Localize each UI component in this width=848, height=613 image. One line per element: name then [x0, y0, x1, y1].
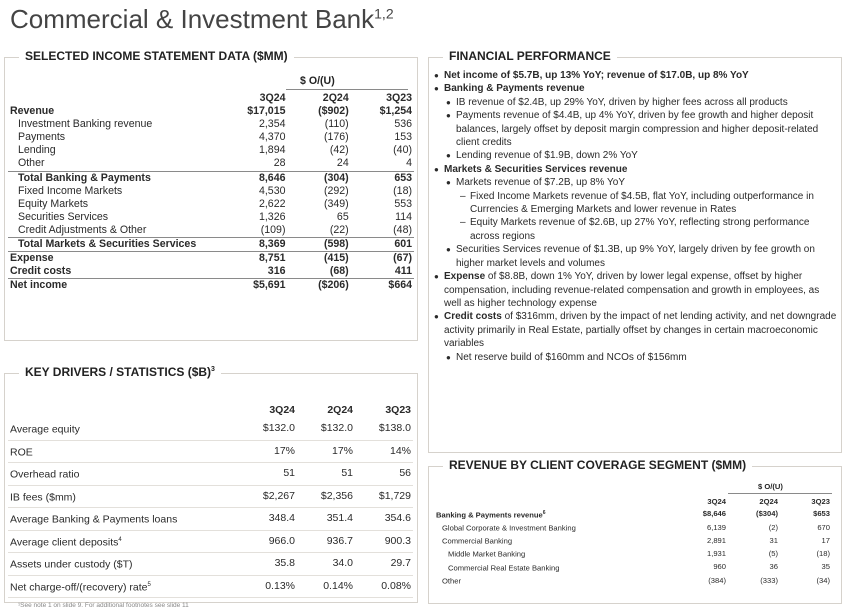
performance-item: ● Securities Services revenue of $1.3B, up 9% YoY, largely driven by fee growth on higher market levels and volumes [446, 244, 815, 269]
cell-value: 348.4 [239, 508, 297, 531]
row-label: Average Banking & Payments loans [8, 508, 239, 531]
cell-value: 4,370 [258, 131, 286, 144]
cell-value: 17% [239, 440, 297, 463]
cell-value: 653 [351, 171, 414, 185]
cell-value: (18) [393, 184, 412, 197]
cell-value: $664 [351, 279, 414, 293]
income-row [8, 185, 414, 198]
cell-value: 316 [267, 265, 286, 278]
income-row [8, 265, 414, 279]
performance-item: ● Net income of $5.7B, up 13% YoY; revenue of $17.0B, up 8% YoY [434, 70, 749, 81]
col-header: 2Q24 [322, 92, 349, 104]
performance-item: ● IB revenue of $2.4B, up 29% YoY, driven by higher fees across all products [446, 96, 788, 108]
col-header: 3Q24 [269, 404, 295, 416]
driver-row [8, 530, 413, 553]
cell-value: $5,691 [224, 279, 287, 293]
bullet-icon: ● [434, 164, 439, 174]
income-row [8, 252, 414, 266]
cell-value: ($902) [318, 105, 349, 118]
row-label: Equity Markets [18, 197, 89, 210]
bullet-icon: ● [446, 151, 451, 161]
segment-row [434, 574, 832, 587]
key-drivers-table [8, 402, 413, 598]
cell-value: (2) [768, 522, 778, 532]
cell-value: $17,015 [247, 105, 286, 118]
footnote: ¹See note 1 on slide 9. For additional footnotes see slide 11 [18, 602, 189, 609]
cell-value: ($206) [287, 279, 350, 293]
cell-value: 553 [394, 197, 412, 210]
driver-row [8, 463, 413, 486]
cell-value: (415) [287, 252, 350, 266]
row-label: Fixed Income Markets [18, 184, 123, 197]
segment-header-row [434, 496, 832, 508]
income-row [8, 279, 414, 293]
cell-value: 354.6 [355, 508, 413, 531]
row-label: Credit costs [10, 265, 72, 278]
row-label: Payments [18, 131, 66, 144]
income-change-rule [286, 89, 408, 90]
cell-value: 536 [394, 118, 412, 131]
financial-performance-list [434, 69, 838, 364]
performance-item: ● Credit costs of $316mm, driven by the impact of net lending activity, and net downgrade activity primarily in Real Estate, partially offset by changes in certain macroeconomic variables [434, 311, 837, 350]
drivers-header-row [8, 402, 413, 418]
cell-value: (384) [708, 575, 726, 585]
cell-value: 14% [355, 440, 413, 463]
col-header: 2Q24 [759, 497, 778, 506]
cell-value: 51 [239, 463, 297, 486]
cell-value: 0.08% [355, 575, 413, 598]
col-header: 3Q23 [811, 497, 830, 506]
segment-heading: REVENUE BY CLIENT COVERAGE SEGMENT ($MM) [443, 458, 752, 472]
row-label: Middle Market Banking [448, 549, 526, 559]
income-row [8, 157, 414, 171]
cell-value: 4 [406, 157, 412, 170]
cell-value: $132.0 [239, 418, 297, 440]
bullet-icon: ● [446, 352, 451, 362]
income-row [8, 105, 414, 118]
cell-value: (598) [287, 238, 350, 252]
row-label: Revenue [10, 105, 55, 118]
cell-value: (48) [393, 223, 412, 236]
row-label: Average client deposits$^4$ [8, 530, 239, 553]
performance-item: ● Net reserve build of $160mm and NCOs of $156mm [446, 351, 687, 363]
cell-value: (292) [323, 184, 349, 197]
bullet-icon: ● [434, 272, 439, 282]
row-label: Total Banking & Payments [8, 171, 224, 185]
cell-value: 670 [817, 522, 830, 532]
cell-value: 4,530 [258, 184, 286, 197]
cell-value: $653 [813, 509, 830, 519]
cell-value: (109) [260, 223, 286, 236]
income-row [8, 118, 414, 131]
performance-item: ● Payments revenue of $4.4B, up 4% YoY, driven by fee growth and higher deposit balances, largely offset by deposit margin compression and higher deposit-related client credits [446, 110, 819, 149]
cell-value: 1,326 [258, 210, 286, 223]
row-label: ROE [8, 440, 239, 463]
cell-value: 1,894 [258, 144, 286, 157]
row-label: Investment Banking revenue [18, 118, 153, 131]
performance-item: ● Markets revenue of $7.2B, up 8% YoY [446, 177, 625, 189]
cell-value: 34.0 [297, 553, 355, 576]
page-title: Commercial & Investment Bank$^{1,2}$ [10, 4, 394, 34]
cell-value: (110) [324, 118, 349, 131]
row-label: IB fees ($mm) [8, 485, 239, 508]
cell-value: 36 [769, 562, 778, 572]
cell-value: 17 [821, 535, 830, 545]
col-header: 3Q24 [707, 497, 726, 506]
driver-row [8, 440, 413, 463]
title-footnote: 1,2 [374, 5, 394, 22]
cell-value: 65 [336, 210, 349, 223]
row-label: Expense [8, 252, 224, 266]
cell-value: 29.7 [355, 553, 413, 576]
segment-row [434, 547, 832, 560]
col-header: 2Q24 [327, 404, 353, 416]
bullet-icon: ● [446, 245, 451, 255]
cell-value: $2,356 [297, 485, 355, 508]
cell-value: 351.4 [297, 508, 355, 531]
segment-row [434, 508, 832, 521]
row-label: Global Corporate & Investment Banking [442, 523, 576, 533]
performance-item: ● Lending revenue of $1.9B, down 2% YoY [446, 150, 638, 162]
cell-value: 960 [713, 562, 726, 572]
segment-change-header: $ O/(U) [758, 482, 783, 491]
segment-row [434, 521, 832, 534]
cell-value: 2,354 [258, 118, 286, 131]
row-label: Lending [18, 144, 56, 157]
cell-value: 8,369 [224, 238, 287, 252]
cell-value: 966.0 [239, 530, 297, 553]
cell-value: 8,751 [224, 252, 287, 266]
income-row [8, 131, 414, 144]
col-header: 3Q23 [385, 404, 411, 416]
cell-value: 114 [395, 210, 412, 223]
performance-item: – Equity Markets revenue of $2.6B, up 27% YoY, reflecting strong performance across regions [460, 217, 810, 242]
row-label: Assets under custody ($T) [8, 553, 239, 576]
row-label: Commercial Real Estate Banking [448, 563, 560, 573]
cell-value: $2,267 [239, 485, 297, 508]
driver-row [8, 418, 413, 440]
cell-value: $8,646 [702, 509, 726, 519]
cell-value: (22) [329, 223, 349, 236]
bullet-icon: ● [434, 84, 439, 94]
cell-value: (67) [351, 252, 414, 266]
row-label: Credit Adjustments & Other [18, 223, 147, 236]
cell-value: (349) [323, 197, 349, 210]
driver-row [8, 553, 413, 576]
cell-value: (34) [816, 575, 830, 585]
key-drivers-heading: KEY DRIVERS / STATISTICS ($B)$^3$ [19, 365, 221, 379]
bullet-icon: ● [446, 97, 451, 107]
bullet-icon: ● [434, 71, 439, 80]
cell-value: 56 [355, 463, 413, 486]
col-header: 3Q23 [386, 92, 412, 104]
cell-value: (42) [329, 144, 349, 157]
cell-value: $1,254 [379, 105, 412, 118]
income-row [8, 198, 414, 211]
cell-value: 35 [821, 562, 830, 572]
performance-item: ● Expense of $8.8B, down 1% YoY, driven by lower legal expense, offset by higher compensation, including revenue-related compensation and growth in employees, as well as higher technology expense [434, 271, 820, 309]
cell-value: 28 [273, 157, 286, 170]
cell-value: 153 [394, 131, 412, 144]
performance-item: – Fixed Income Markets revenue of $4.5B, flat YoY, including outperformance in Currencies & Emerging Markets and lower revenue in Rates [460, 190, 814, 216]
segment-row [434, 561, 832, 574]
row-label: Average equity [8, 418, 239, 440]
cell-value: $138.0 [355, 418, 413, 440]
dash-icon: – [460, 217, 466, 229]
row-label: Securities Services [18, 210, 109, 223]
performance-item: ● Markets & Securities Services revenue [434, 163, 628, 175]
cell-value: $132.0 [297, 418, 355, 440]
cell-value: (18) [816, 549, 830, 559]
cell-value: 411 [394, 265, 412, 278]
financial-performance-heading: FINANCIAL PERFORMANCE [443, 49, 617, 63]
cell-value: 2,622 [258, 197, 286, 210]
income-statement-table [8, 92, 414, 292]
row-label: Commercial Banking [442, 536, 513, 546]
driver-row [8, 575, 413, 598]
cell-value: 1,931 [706, 549, 726, 559]
row-label: Overhead ratio [8, 463, 239, 486]
driver-row [8, 485, 413, 508]
income-row [8, 238, 414, 252]
bullet-icon: ● [434, 312, 439, 322]
cell-value: (40) [393, 144, 412, 157]
cell-value: 8,646 [224, 171, 287, 185]
cell-value: (176) [323, 131, 349, 144]
row-label: Banking & Payments revenue$^6$ [436, 509, 546, 520]
cell-value: (68) [329, 265, 349, 278]
cell-value: 2,891 [706, 535, 726, 545]
dash-icon: – [460, 190, 466, 202]
driver-row [8, 508, 413, 531]
income-header-row [8, 92, 414, 105]
cell-value: (5) [768, 549, 778, 559]
cell-value: (333) [760, 575, 778, 585]
cell-value: 17% [297, 440, 355, 463]
cell-value: 24 [336, 157, 349, 170]
income-change-header: $ O/(U) [300, 75, 335, 87]
cell-value: 6,139 [706, 522, 726, 532]
cell-value: (304) [287, 171, 350, 185]
segment-row [434, 534, 832, 547]
segment-table [434, 496, 832, 587]
row-label: Total Markets & Securities Services [8, 238, 224, 252]
cell-value: 31 [769, 535, 778, 545]
row-label: Net income [8, 279, 224, 293]
cell-value: $1,729 [355, 485, 413, 508]
row-label: Other [442, 576, 461, 586]
income-row [8, 171, 414, 185]
cell-value: 0.13% [239, 575, 297, 598]
bullet-icon: ● [446, 178, 451, 188]
cell-value: 900.3 [355, 530, 413, 553]
cell-value: 35.8 [239, 553, 297, 576]
income-statement-heading: SELECTED INCOME STATEMENT DATA ($MM) [19, 49, 294, 63]
cell-value: 601 [351, 238, 414, 252]
cell-value: 0.14% [297, 575, 355, 598]
row-label: Other [18, 157, 45, 170]
income-row [8, 211, 414, 224]
bullet-icon: ● [446, 111, 451, 121]
cell-value: 936.7 [297, 530, 355, 553]
col-header: 3Q24 [259, 92, 286, 104]
segment-change-rule [728, 493, 832, 494]
cell-value: 51 [297, 463, 355, 486]
income-row [8, 144, 414, 157]
row-label: Net charge-off/(recovery) rate$^5$ [8, 575, 239, 598]
income-row [8, 224, 414, 238]
cell-value: ($304) [756, 509, 778, 519]
performance-item: ● Banking & Payments revenue [434, 83, 585, 95]
